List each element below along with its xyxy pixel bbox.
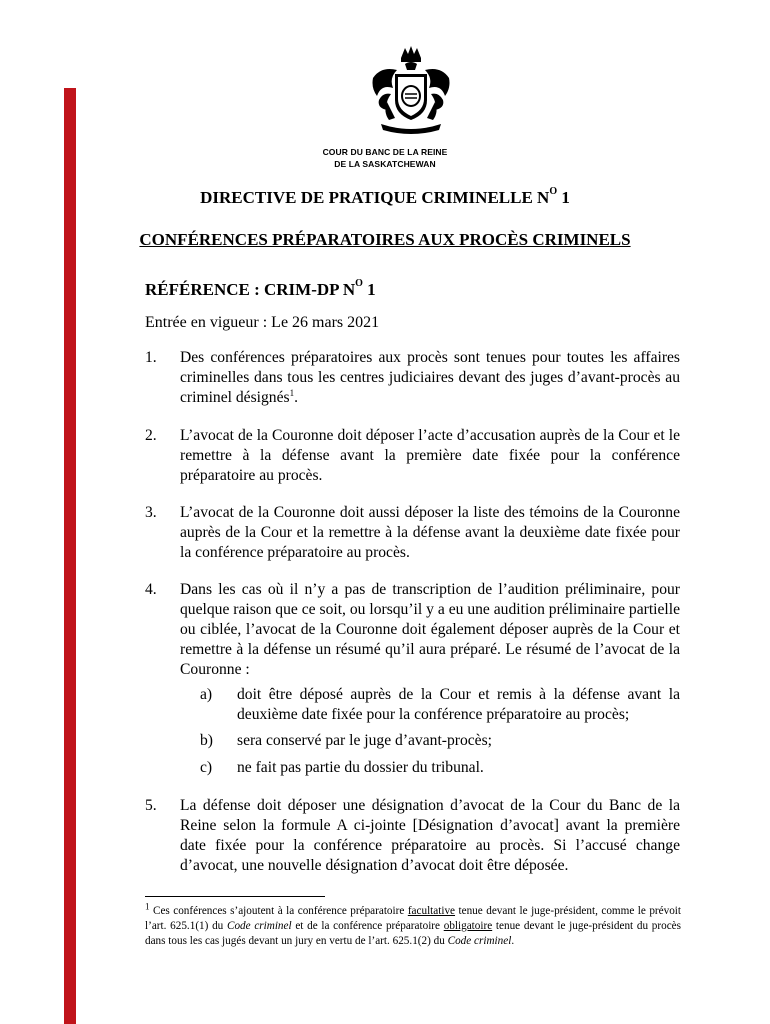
footnote-text-3: et de la conférence préparatoire <box>291 920 444 932</box>
subitem-text: doit être déposé auprès de la Cour et remis à la défense avant la deuxième date fixée pour la conférence préparatoire au procès; <box>237 686 680 723</box>
margin-bar <box>64 88 76 1024</box>
reference-sup: O <box>355 278 363 290</box>
directive-title-sup: O <box>549 186 558 198</box>
footnote-code-criminel-1: Code criminel <box>226 920 292 932</box>
subitem-text: ne fait pas partie du dossier du tribunal. <box>237 759 484 776</box>
footnote-text-4: tenue devant le juge-président du procès dans tous les cas jugés devant un jury en vertu de l’art. 625.1(2) du <box>145 920 681 947</box>
court-name-line1: COUR DU BANC DE LA REINE <box>322 147 448 157</box>
paragraph-3 <box>145 503 680 563</box>
paragraph-end: . <box>294 389 298 406</box>
directive-title <box>0 188 770 208</box>
reference-label: RÉFÉRENCE : CRIM-DP N <box>145 280 356 299</box>
subitem-b <box>200 731 680 751</box>
paragraph-number: 2. <box>145 427 157 444</box>
subitem-text: sera conservé par le juge d’avant-procès; <box>237 732 493 749</box>
footnote-text-2: tenue devant le juge-président, comme le prévoit l’art. 625.1(1) du <box>145 905 682 932</box>
paragraph-text: Dans les cas où il n’y a pas de transcription de l’audition préliminaire, pour quelque raison que ce soit, ou lorsqu’il y a eu une audition préliminaire partielle ou ciblée, l’avocat de la Couronne doit également déposer auprès de la Cour et remettre à la défense un résumé qu’il aura préparé. Le résumé de l’avocat de la Couronne : <box>180 581 680 678</box>
subitem-c <box>200 758 680 778</box>
footnote-divider <box>145 896 325 897</box>
subitem-letter: c) <box>200 759 213 776</box>
directive-title-text: DIRECTIVE DE PRATIQUE CRIMINELLE N <box>200 188 550 207</box>
paragraph-number: 5. <box>145 797 157 814</box>
paragraph-text: L’avocat de la Couronne doit déposer l’acte d’accusation auprès de la Cour et le remettre à la défense avant la première date fixée pour la conférence préparatoire au procès. <box>180 427 680 484</box>
subitem-letter: b) <box>200 732 213 749</box>
footnote-obligatoire: obligatoire <box>443 920 493 932</box>
subitem-letter: a) <box>200 686 213 703</box>
paragraph-text: L’avocat de la Couronne doit aussi déposer la liste des témoins de la Couronne auprès de la Cour et la remettre à la défense avant la deuxième date fixée pour la conférence préparatoire au procès. <box>180 504 680 561</box>
directive-title-number: 1 <box>557 188 570 207</box>
footnote-text-5: . <box>511 935 515 947</box>
paragraph-number: 1. <box>145 349 157 366</box>
footnote-ref[interactable]: 1 <box>289 387 295 398</box>
coat-of-arms-icon <box>367 44 455 134</box>
subitem-a <box>200 685 680 725</box>
paragraph-2 <box>145 426 680 486</box>
footnote-text-1: Ces conférences s’ajoutent à la conférence préparatoire <box>149 905 408 917</box>
court-name-line2: DE LA SASKATCHEWAN <box>334 159 436 169</box>
footnote-code-criminel-2: Code criminel <box>447 935 512 947</box>
paragraph-4 <box>145 580 680 680</box>
paragraph-text: La défense doit déposer une désignation d’avocat de la Cour du Banc de la Reine selon la formule A ci-jointe [Désignation d’avocat] avant la première date fixée pour la conférence préparatoire au procès. Si l’accusé change d’avocat, une nouvelle désignation d’avocat doit être déposée. <box>180 797 680 874</box>
paragraph-number: 4. <box>145 581 157 598</box>
footnote-facultative: facultative <box>407 905 456 917</box>
effective-date: Entrée en vigueur : Le 26 mars 2021 <box>145 314 380 331</box>
footnote-number: 1 <box>145 901 150 912</box>
paragraph-1 <box>145 348 680 408</box>
paragraph-text: Des conférences préparatoires aux procès sont tenues pour toutes les affaires criminelles dans tous les centres judiciaires devant des juges d’avant-procès au criminel désignés <box>180 349 680 406</box>
paragraph-5 <box>145 796 680 876</box>
footnote <box>145 901 682 949</box>
directive-subtitle: CONFÉRENCES PRÉPARATOIRES AUX PROCÈS CRIMINELS <box>139 230 631 249</box>
paragraph-number: 3. <box>145 504 157 521</box>
reference-number: 1 <box>362 280 376 299</box>
reference-line <box>145 280 376 300</box>
